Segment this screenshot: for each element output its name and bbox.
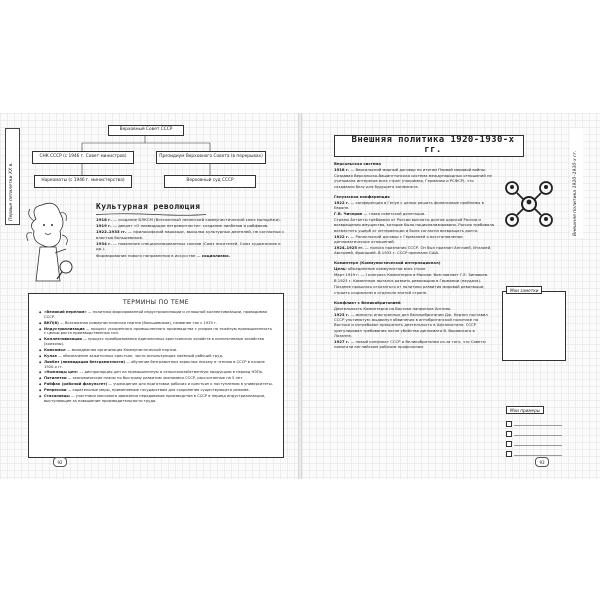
culture-item: 1934 г. — появление специализированных союзов (Союз писателей, Союз художников и др.). bbox=[96, 240, 281, 252]
culture-title-underline bbox=[96, 213, 206, 216]
right-title: Внешняя политика 1920-1930-х гг. bbox=[351, 135, 515, 155]
term-item: ◆ Рабфак (рабочий факультет) — учреждение для подготовки рабочих и крестьян к поступлению в университеты. bbox=[39, 382, 275, 387]
term-item: ◆ Индустриализация — процесс ускоренного промышленного производства с упором на тяжёлую промышленность с целью роста производственных сил. bbox=[39, 327, 275, 337]
terms-box bbox=[28, 293, 284, 458]
diagram-supreme-court: Верховный суд СССР bbox=[164, 175, 256, 188]
section-para: 1922 г. — конференция в Генуе с целью решить финансовые проблемы в Европе. bbox=[334, 199, 484, 211]
left-side-tab-label: Первые пятилетки ХХ в. bbox=[9, 162, 14, 221]
term-item: ◆ Коллективизация — процесс преобразования единоличных крестьянских хозяйств в коллективные хозяйства (колхозы). bbox=[39, 337, 275, 347]
term-item: ◆ Репрессии — карательные меры, применяемые государством для сохранения существующего режима. bbox=[39, 388, 275, 393]
right-title-box bbox=[334, 135, 524, 157]
diagram-supreme-soviet: Верховный Совет СССР bbox=[108, 125, 184, 136]
diagram-council: СНК СССР (с 1946 г. Совет министров) bbox=[32, 151, 134, 164]
example-checkbox[interactable] bbox=[506, 421, 512, 427]
term-item: ◆ Кулак — обозначение зажиточных крестьян, часто использующих наёмный рабочий труд. bbox=[39, 354, 275, 359]
right-text-column bbox=[334, 161, 494, 350]
example-line bbox=[514, 425, 562, 426]
culture-item: 1919 г. — декрет «О ликвидации неграмотности»: создание ликбезов и рабфаков. bbox=[96, 223, 269, 229]
section-para: Март 1919 г. — I конгресс Коминтерна в Москве. Возглавляет Г.Е. Зиновьев. bbox=[334, 272, 489, 278]
right-side-tab-label: Внешняя политика 1920–1930-х гг. bbox=[573, 150, 578, 236]
notes-label: Мои заметки bbox=[506, 286, 542, 294]
right-side-tab bbox=[570, 128, 583, 238]
terms-list bbox=[39, 310, 275, 404]
term-item: ◆ «Ножницы цен» — диспропорция цен на промышленную и сельскохозяйственную продукцию в период НЭПа. bbox=[39, 370, 275, 375]
network-people-icon bbox=[503, 178, 555, 230]
section-para: 1924–1925 гг. — полоса признания СССР. Он был признан Англией, Италией, Австрией, Францией. В 1933 г. СССР признали США. bbox=[334, 244, 492, 256]
section-para: 1923 г. — министр иностранных дел Великобритании Дж. Керзон поставил СССР ультиматум: выдвинул обвинения в антибританской политике на Востоке и потребовал прекратить деятельность в Афганистане. СССР урегулировал требования после убийства дипломата В. Воровского в Лозанне. bbox=[334, 311, 488, 338]
section-heading: Версальская система bbox=[334, 161, 381, 166]
terms-title: ТЕРМИНЫ ПО ТЕМЕ bbox=[122, 299, 190, 306]
section-heading: Конфликт с Великобританией bbox=[334, 299, 401, 305]
culture-items bbox=[96, 217, 286, 259]
section-heading: Генуэзская конференция bbox=[334, 193, 390, 199]
section-para: Создавая Версальско-Вашингтонская система международных отношений не учитывала интересов всех стран (например, Германии и РСФСР), что создавало базу для будущего конфликта. bbox=[334, 173, 492, 189]
example-checkbox[interactable] bbox=[506, 431, 512, 437]
culture-item: 1922–1933 гг. — «философский пароход», высылка культурных деятелей, не согласных с властью большевиков. bbox=[96, 229, 285, 240]
right-page bbox=[302, 113, 600, 479]
term-item: ◆ ВКП(б) — Всесоюзная коммунистическая партия (большевиков), название так с 1925 г. bbox=[39, 321, 275, 326]
section-para: В 1923 г. Коминтерн пытался развить революцию в Германии (неудача). bbox=[334, 278, 482, 284]
example-line bbox=[514, 435, 562, 436]
section-para: Страны Антанты требовали от России выплаты долгов царской России и возвращения имущества, которое было национализировано. Россия требовала возместить ущерб от интервенции и была согласна возвращать долги. bbox=[334, 217, 494, 233]
example-checkbox[interactable] bbox=[506, 451, 512, 457]
example-checkbox[interactable] bbox=[506, 441, 512, 447]
left-page-number: 92 bbox=[53, 457, 67, 467]
section-para: Г.В. Чичерин — глава советской делегации. bbox=[334, 211, 426, 217]
term-item: ◆ Пятилетки — экономические планы по быстрому развитию экономики СССР, рассчитанные на 5 лет. bbox=[39, 376, 275, 381]
term-item: ◆ Ликбез (ликвидация безграмотности) — обучение безграмотных взрослых письму и чтению в СССР в начале 1920-х гг. bbox=[39, 360, 275, 370]
section-para: 1922 г. — Рапалльский договор с Германией о восстановлении дипломатических отношений. bbox=[334, 233, 463, 244]
term-item: ◆ «Великий перелом» — политика форсированной индустриализации и сплошной коллективизации, проводимая СССР. bbox=[39, 310, 275, 320]
examples-label: Мои примеры bbox=[506, 406, 544, 414]
section-para: Деятельность Коминтерна на Востоке напрягала Англию. bbox=[334, 305, 452, 311]
culture-item: 1918 г. — создание ВЛКСМ (Всесоюзный ленинский коммунистический союз молодёжи). bbox=[96, 217, 281, 222]
culture-item: Формирование нового направления в искусстве — социализма. bbox=[96, 252, 231, 258]
section-para: 1918 г. — Версальский мирный договор по итогам Первой мировой войны. bbox=[334, 167, 487, 173]
section-para: Позднее пришлось отказаться от политики развития мировой революции, строить социализм в отдельно взятой стране. bbox=[334, 284, 485, 295]
book-spread bbox=[0, 113, 600, 479]
section-heading: Коминтерн (Коммунистический интернационал) bbox=[334, 260, 441, 266]
term-item: ◆ Стахановцы — участники массового движения передовиков производства в СССР в период индустриализации, выступающие за повышение производительности труда. bbox=[39, 394, 275, 404]
example-line bbox=[514, 455, 562, 456]
term-item: ◆ Комсомол — молодёжная организация Коммунистической партии. bbox=[39, 348, 275, 353]
left-page bbox=[0, 113, 298, 479]
girl-with-magnifier-illustration bbox=[22, 201, 74, 293]
right-page-number: 93 bbox=[535, 457, 549, 467]
notes-box[interactable] bbox=[502, 291, 566, 361]
examples-box bbox=[502, 371, 564, 461]
section-para: Цель: объединение коммунистов всех стран. bbox=[334, 266, 427, 272]
example-line bbox=[514, 445, 562, 446]
culture-title: Культурная революция bbox=[96, 202, 201, 211]
diagram-presidium: Президиум Верховного Совета (в перерывах) bbox=[156, 151, 266, 164]
diagram-commissariats: Наркоматы (с 1946 г. министерства) bbox=[34, 175, 132, 188]
section-para: 1927 г. — новый конфликт СССР и Великобритании из-за того, что Советы помогали английским рабочим профсоюзам. bbox=[334, 338, 486, 350]
